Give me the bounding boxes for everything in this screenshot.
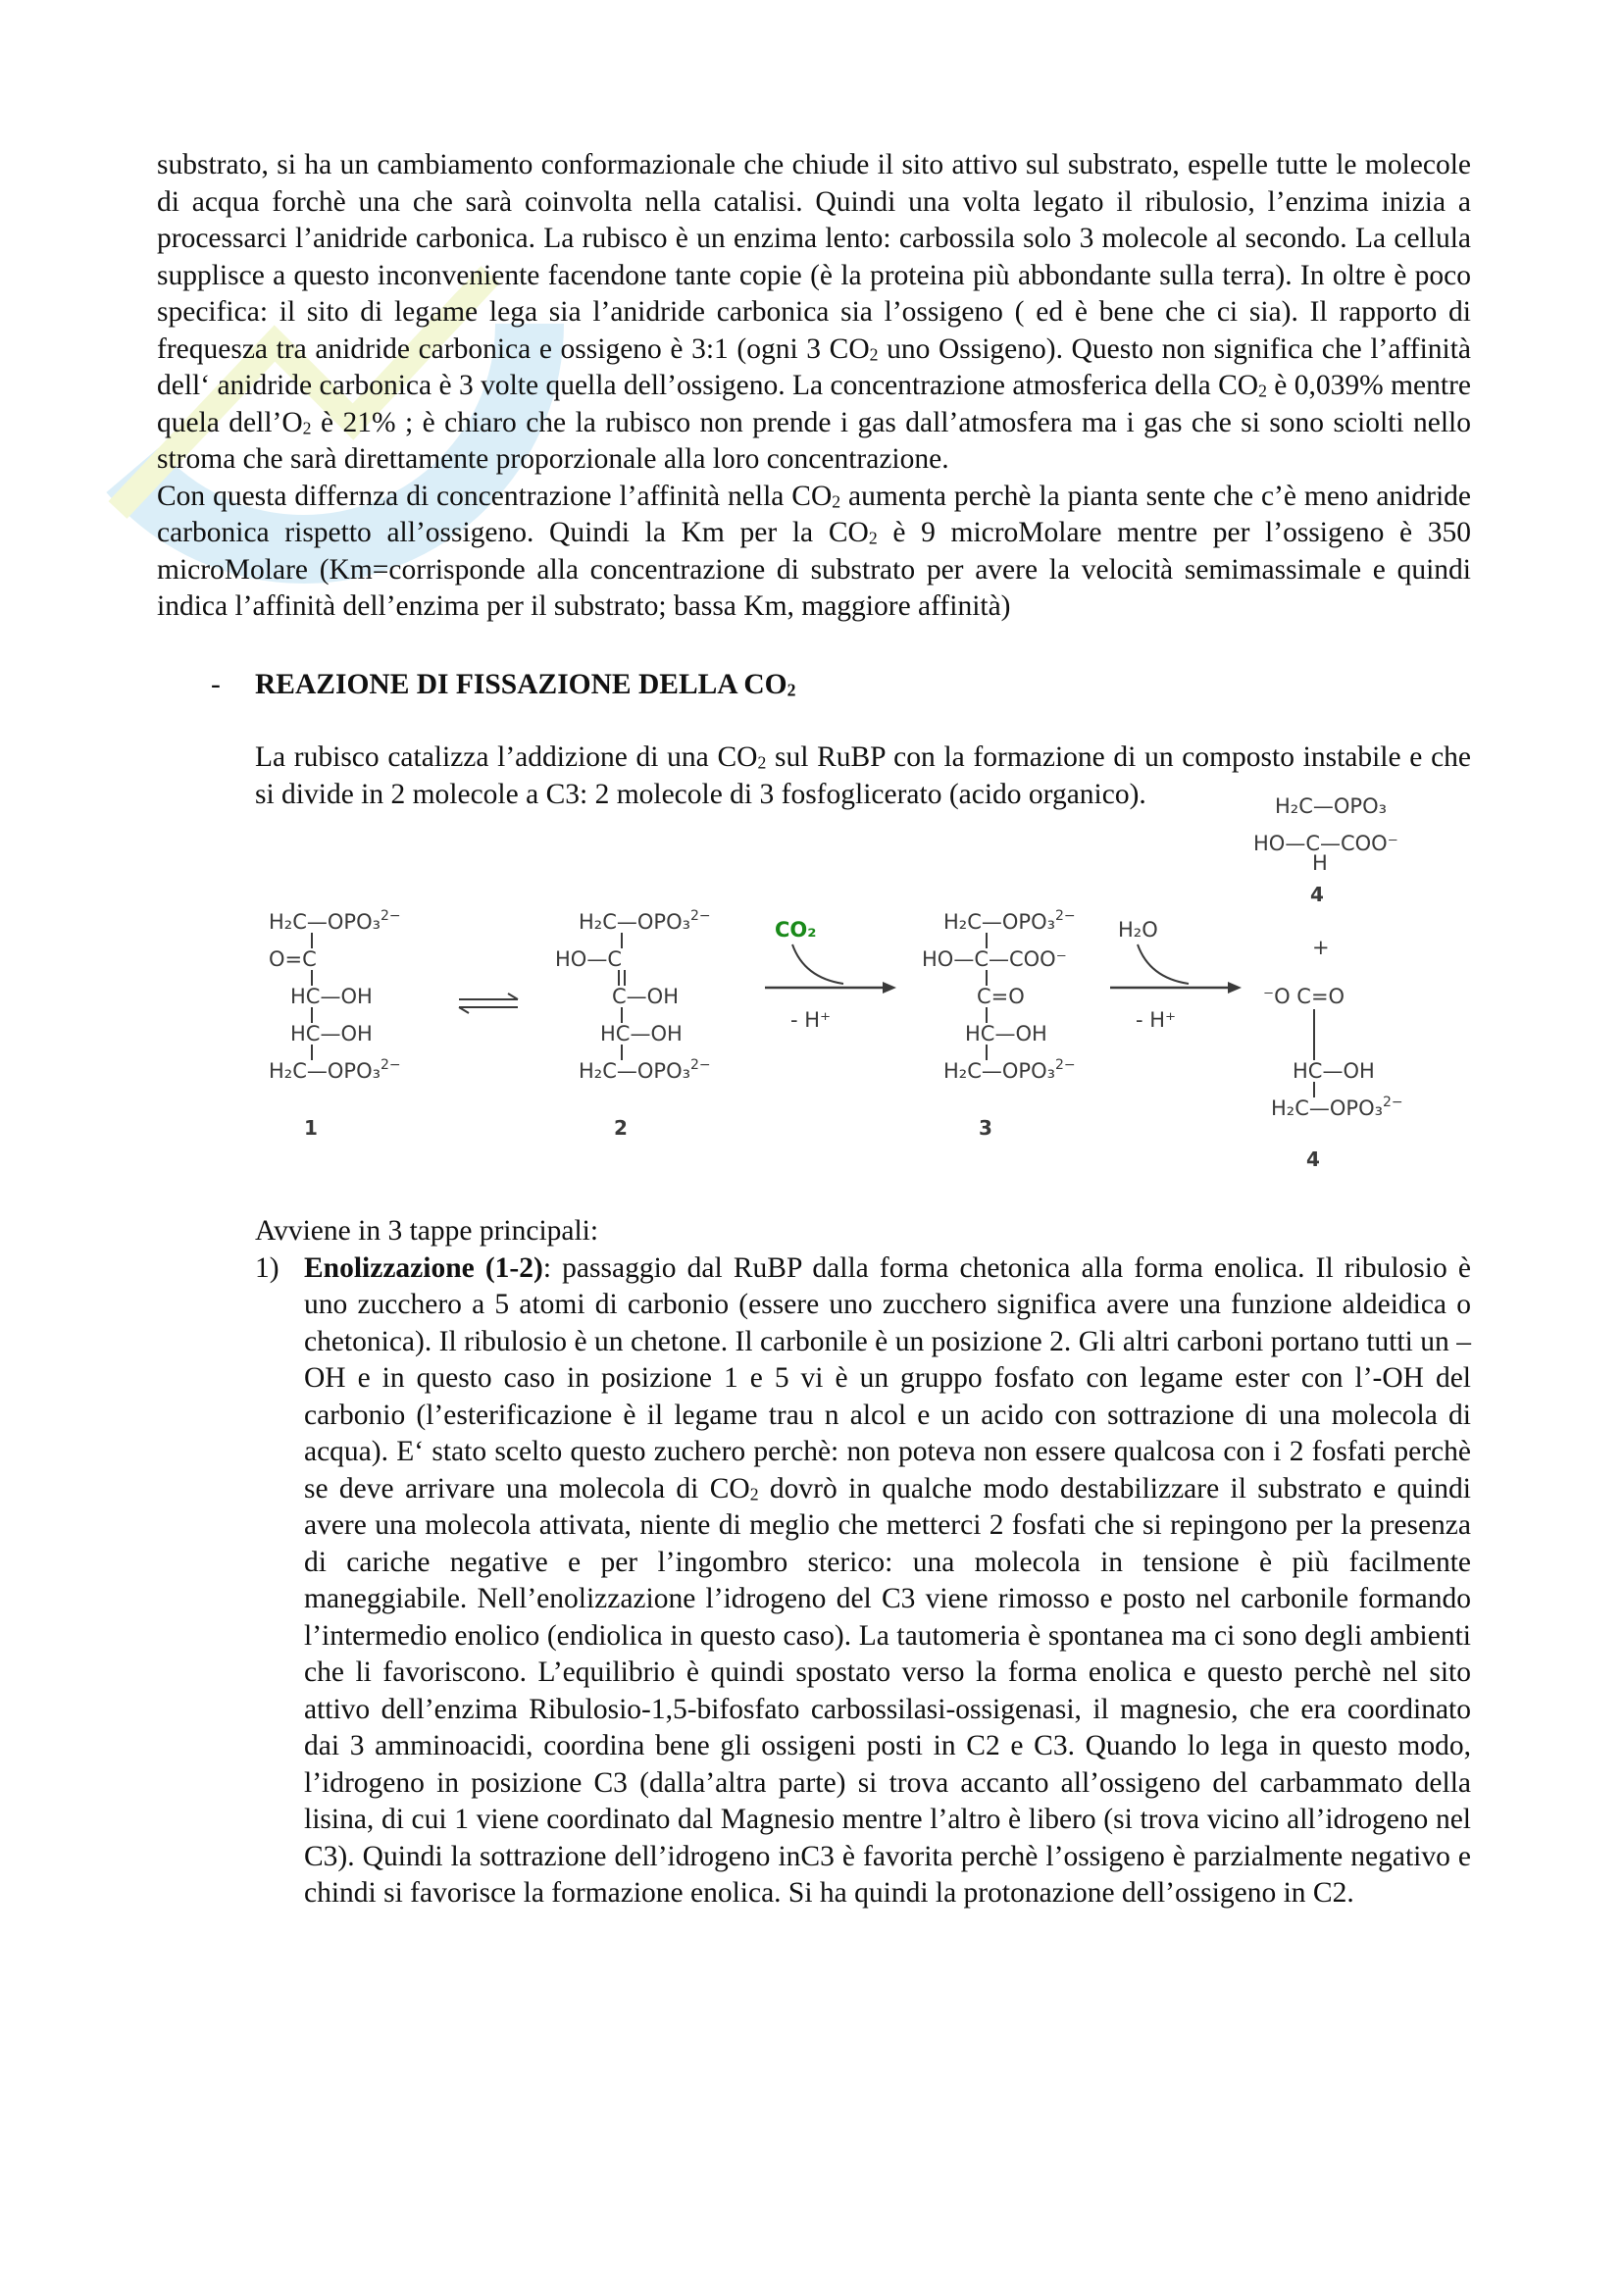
list-item-enolizzazione: [255, 1250, 1471, 1912]
svg-text:CO₂: CO₂: [775, 918, 817, 942]
heading-text: REAZIONE DI FISSAZIONE DELLA $CO_2$: [255, 668, 796, 700]
molecule-2: [555, 908, 711, 1140]
paragraph-affinity: Con questa differnza di concentrazione l’affinità nella $CO_2$ aumenta perchè la pianta sente che c’è meno anidride carbonica rispetto all’ossigeno. Quindi la Km per la $CO_2$ è 9 microMolare mentre per l’ossigeno è 350 microMolare (Km=corrisponde alla concentrazione di substrato per avere la velocità semimassimale e quindi indica l’affinità dell’enzima per il substrato; bassa Km, maggiore affinità): [157, 480, 1471, 622]
product-4-bottom: [1263, 985, 1403, 1171]
svg-text:HC—OH: HC—OH: [290, 1022, 373, 1045]
list-intro: Avviene in 3 tappe principali:: [255, 1215, 599, 1247]
co2-addition-arrow: [765, 918, 896, 1032]
svg-text:H₂C—OPO₃2−: H₂C—OPO₃$^{2-}$: [269, 1057, 401, 1083]
svg-text:C—OH: C—OH: [612, 985, 679, 1008]
hydrolysis-arrow: [1110, 918, 1242, 1032]
svg-text:H₂C—OPO₃2−: H₂C—OPO₃$^{2-}$: [579, 908, 711, 934]
reaction-scheme-figure: [255, 794, 1471, 1194]
molecule-3: [922, 908, 1076, 1140]
svg-text:C=O: C=O: [977, 985, 1025, 1008]
intro-paragraph: La rubisco catalizza l’addizione di una $CO_2$ sul RuBP con la formazione di un composto instabile e che si divide in 2 molecole a C3: 2 molecole di 3 fosfoglicerato (acido organico).: [255, 741, 1472, 810]
svg-text:HC—OH: HC—OH: [1293, 1059, 1375, 1083]
list-number: 1): [255, 1251, 279, 1284]
svg-text:- H⁺: - H⁺: [1136, 1008, 1177, 1032]
svg-text:O=C: O=C: [269, 947, 317, 971]
label-1: 1: [304, 1116, 318, 1140]
svg-text:HO—C—COO⁻: HO—C—COO⁻: [922, 947, 1067, 971]
paragraph-rubisco: substrato, si ha un cambiamento conformazionale che chiude il sito attivo sul substrato, espelle tutte le molecole di acqua forchè una che sarà coinvolta nella catalisi. Quindi una volta legato il ribulosio, l’enzima inizia a processarci l’anidride carbonica. La rubisco è un enzima lento: carbossila solo 3 molecole al secondo. La cellula supplisce a questo inconveniente facendone tante copie (è la proteina più abbondante sulla terra). In oltre è poco specifica: il sito di legame lega sia l’anidride carbonica sia l’ossigeno ( ed è bene che ci sia). Il rapporto di frequesza tra anidride carbonica e ossigeno è 3:1 (ogni 3 $CO_2$ uno Ossigeno). Questo non significa che l’affinità dell‘ anidride carbonica è 3 volte quella dell’ossigeno. La concentrazione atmosferica della $CO_2$ è 0,039% mentre quela $dell’O_2$ è 21% ; è chiaro che la rubisco non prende i gas dall’atmosfera ma i gas che si sono sciolti nello stroma che sarà direttamente proporzionale alla loro concentrazione.: [157, 149, 1471, 475]
section-heading: [157, 667, 1471, 704]
svg-text:HO—C: HO—C: [555, 947, 622, 971]
svg-text:H₂C—OPO₃2−: H₂C—OPO₃$^{2-}$: [269, 908, 401, 934]
svg-text:H₂C—OPO₃2−: H₂C—OPO₃$^{2-}$: [1271, 1095, 1403, 1120]
svg-text:H₂C—OPO₃: H₂C—OPO₃: [1275, 794, 1388, 818]
svg-text:H₂C—OPO₃2−: H₂C—OPO₃$^{2-}$: [943, 1057, 1076, 1083]
heading-dash: -: [211, 668, 221, 700]
document-page: [157, 147, 1471, 1912]
svg-text:H: H: [1312, 851, 1328, 875]
list-item-body: Enolizzazione (1-2): passaggio dal RuBP dalla forma chetonica alla forma enolica. Il ribulosio è uno zucchero a 5 atomi di carbonio (essere uno zucchero significa avere una funzione aldeidica o chetonica). Il ribulosio è un chetone. Il carbonile è un posizione 2. Gli altri carboni portano tutti un –OH e in questo caso in posizione 1 e 5 vi è un gruppo fosfato con legame ester con l’-OH del carbonio (l’esterificazione è il legame trau n alcol e un acido con sottrazione di una molecola di acqua). E‘ stato scelto questo zuchero perchè: non poteva non essere qualcosa con i 2 fosfati perchè se deve arrivare una molecola di $CO_2$ dovrò in qualche modo destabilizzare il substrato e quindi avere una molecola attivata, niente di meglio che metterci 2 fosfati che si repingono per la presenza di cariche negative e per l’ingombro sterico: una molecola in tensione è più facilmente maneggiabile. Nell’enolizzazione l’idrogeno del C3 viene rimosso e posto nel carbonile formando l’intermedio enolico (endiolica in questo caso). La tautomeria è spontanea ma ci sono degli ambienti che li favoriscono. L’equilibrio è quindi spostato verso la forma enolica e questo perchè nel sito attivo dell’enzima Ribulosio-1,5-bifosfato carbossilasi-ossigenasi, il magnesio, che era coordinato dai 3 amminoacidi, coordina bene gli ossigeni posti in C2 e C3. Quando lo lega in questo modo, l’idrogeno in posizione C3 (dalla’altra parte) si trova accanto all’ossigeno del carbammato della lisina, di cui 1 viene coordinato dal Magnesio mentre l’altro è libero (si trova vicino all’idrogeno nel C3). Quindi la sottrazione dell’idrogeno inC3 è favorita perchè l’ossigeno è parzialmente negativo e chindi si favorisce la formazione enolica. Si ha quindi la protonazione dell’ossigeno in C2.: [304, 1251, 1471, 1909]
product-4-top: [1253, 794, 1398, 959]
plus-sign: +: [1312, 936, 1330, 959]
label-4-top: 4: [1310, 883, 1324, 906]
svg-text:HC—OH: HC—OH: [965, 1022, 1047, 1045]
label-3: 3: [979, 1116, 992, 1140]
svg-text:- H⁺: - H⁺: [790, 1008, 832, 1032]
svg-text:H₂C—OPO₃2−: H₂C—OPO₃$^{2-}$: [579, 1057, 711, 1083]
svg-text:HC—OH: HC—OH: [600, 1022, 683, 1045]
molecule-1: [269, 908, 401, 1140]
svg-text:HO—C—COO⁻: HO—C—COO⁻: [1253, 832, 1398, 855]
label-4-bottom: 4: [1306, 1147, 1320, 1171]
svg-text:HC—OH: HC—OH: [290, 985, 373, 1008]
equilibrium-arrow: [459, 994, 518, 1013]
svg-text:H₂O: H₂O: [1118, 918, 1158, 942]
svg-text:H₂C—OPO₃2−: H₂C—OPO₃$^{2-}$: [943, 908, 1076, 934]
svg-text:⁻O C=O: ⁻O C=O: [1263, 985, 1345, 1008]
label-2: 2: [614, 1116, 628, 1140]
